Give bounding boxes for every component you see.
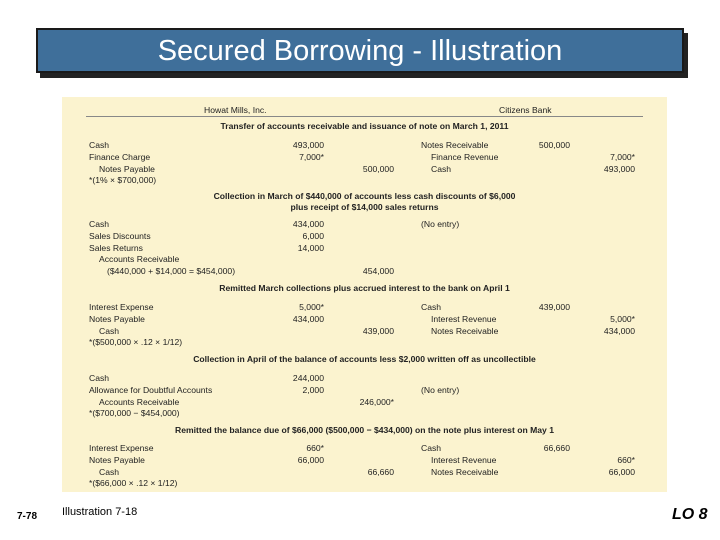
left-credit-amount: 439,000 [362, 325, 394, 336]
right-account-name: Cash [431, 163, 452, 174]
slide-title: Secured Borrowing - Illustration [157, 35, 563, 67]
left-account-name: Cash [89, 219, 110, 229]
right-credit-amount: 66,000 [608, 466, 635, 477]
left-account-name: Sales Returns [89, 242, 143, 253]
right-account-name: Notes Receivable [431, 466, 499, 477]
left-account-name: Interest Expense [89, 302, 154, 312]
left-credit-amount: 246,000* [359, 396, 394, 407]
left-account-name: Accounts Receivable [99, 396, 180, 407]
right-debit-amount: 500,000 [538, 140, 570, 150]
section-heading: Transfer of accounts receivable and issuance of note on March 1, 2011 [220, 121, 509, 131]
left-account-name: *($500,000 × .12 × 1/12) [89, 337, 183, 348]
right-account-name: (No entry) [421, 219, 460, 229]
right-credit-amount: 660* [617, 454, 635, 465]
section-heading: Collection in March of $440,000 of accounts less cash discounts of $6,000 [213, 191, 516, 201]
right-account-name: Finance Revenue [431, 151, 499, 162]
illustration-label: Illustration 7-18 [62, 506, 138, 518]
right-account-name: Cash [421, 443, 442, 453]
left-debit-amount: 5,000* [299, 302, 324, 312]
right-credit-amount: 434,000 [603, 325, 635, 336]
learning-objective: LO 8 [672, 506, 708, 523]
left-account-name: Cash [89, 140, 110, 150]
left-account-name: Accounts Receivable [99, 254, 180, 265]
left-account-name: *(1% × $700,000) [89, 175, 157, 186]
left-credit-amount: 66,660 [367, 466, 394, 477]
left-account-name: Cash [89, 373, 110, 383]
left-account-name: Sales Discounts [89, 230, 151, 241]
left-account-name: Cash [99, 466, 120, 477]
right-account-name: Notes Receivable [421, 140, 489, 150]
section-heading-line2: plus receipt of $14,000 sales returns [290, 202, 439, 212]
right-account-name: (No entry) [421, 384, 460, 395]
right-credit-amount: 5,000* [610, 313, 635, 324]
left-debit-amount: 6,000 [302, 230, 324, 241]
right-account-name: Cash [421, 302, 442, 312]
left-credit-amount: 500,000 [362, 163, 394, 174]
left-debit-amount: 14,000 [297, 242, 324, 253]
left-debit-amount: 434,000 [292, 313, 324, 324]
left-account-name: Cash [99, 325, 120, 336]
right-account-name: Interest Revenue [431, 313, 497, 324]
left-account-name: Notes Payable [89, 454, 145, 465]
left-account-name: *($66,000 × .12 × 1/12) [89, 478, 178, 489]
slide-title-box [36, 28, 684, 73]
left-account-name: Interest Expense [89, 443, 154, 453]
header-rule [86, 116, 643, 117]
left-account-name: ($440,000 + $14,000 = $454,000) [107, 266, 236, 277]
left-debit-amount: 2,000 [302, 384, 324, 395]
section-heading: Remitted the balance due of $66,000 ($500,000 − $434,000) on the note plus interest on May 1 [175, 425, 554, 435]
right-credit-amount: 493,000 [603, 163, 635, 174]
left-debit-amount: 434,000 [292, 219, 324, 229]
left-account-name: Allowance for Doubtful Accounts [89, 384, 213, 395]
section-heading: Remitted March collections plus accrued interest to the bank on April 1 [219, 283, 510, 293]
right-account-name: Interest Revenue [431, 454, 497, 465]
left-credit-amount: 454,000 [362, 266, 394, 277]
left-account-name: Notes Payable [99, 163, 155, 174]
section-heading: Collection in April of the balance of accounts less $2,000 written off as uncollectible [193, 354, 536, 364]
right-debit-amount: 66,660 [543, 443, 570, 453]
right-credit-amount: 7,000* [610, 151, 635, 162]
slide-number: 7-78 [17, 511, 38, 522]
left-debit-amount: 493,000 [292, 140, 324, 150]
left-company-header: Howat Mills, Inc. [204, 105, 267, 115]
right-company-header: Citizens Bank [499, 105, 552, 115]
left-account-name: Finance Charge [89, 151, 151, 162]
journal-entries-panel [62, 97, 667, 492]
left-debit-amount: 244,000 [292, 373, 324, 383]
right-account-name: Notes Receivable [431, 325, 499, 336]
left-debit-amount: 7,000* [299, 151, 324, 162]
right-debit-amount: 439,000 [538, 302, 570, 312]
left-account-name: *($700,000 − $454,000) [89, 408, 180, 419]
left-debit-amount: 66,000 [297, 454, 324, 465]
left-account-name: Notes Payable [89, 313, 145, 324]
left-debit-amount: 660* [306, 443, 324, 453]
